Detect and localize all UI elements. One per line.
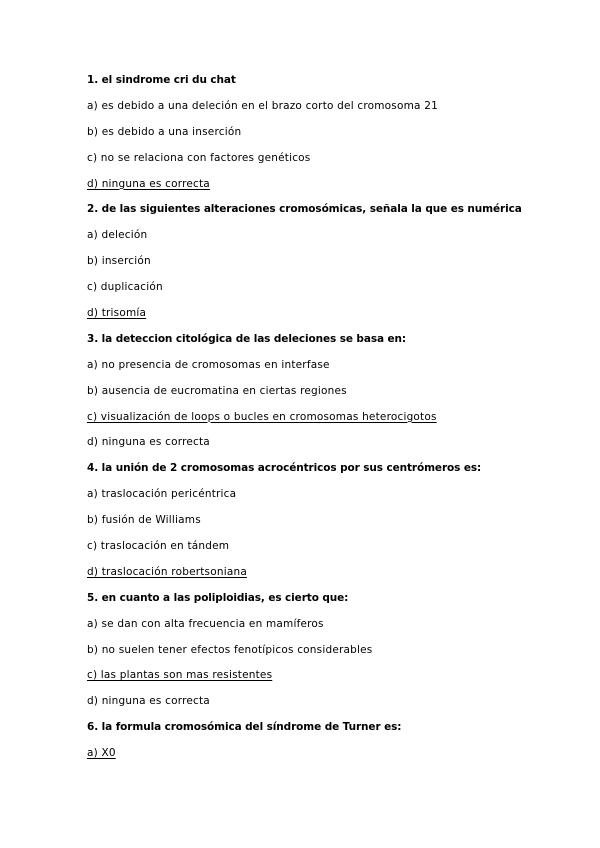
question-2-option-b: b) inserción	[87, 255, 151, 268]
question-1-option-d: d) ninguna es correcta	[87, 177, 210, 190]
question-1-option-b: b) es debido a una inserción	[87, 125, 242, 138]
question-2-option-a: a) deleción	[87, 229, 148, 242]
question-3-option-c: c) visualización de loops o bucles en cromosomas heterocigotos	[87, 410, 437, 423]
question-1-option-a: a) es debido a una deleción en el brazo corto del cromosoma 21	[87, 99, 438, 112]
question-1-option-c: c) no se relaciona con factores genéticos	[87, 151, 311, 164]
question-4-option-a: a) traslocación pericéntrica	[87, 488, 237, 501]
question-4-option-d: d) traslocación robertsoniana	[87, 565, 247, 578]
question-2: 2. de las siguientes alteraciones cromosómicas, señala la que es numérica	[87, 203, 522, 216]
question-5-option-d: d) ninguna es correcta	[87, 695, 210, 708]
question-4-option-b: b) fusión de Williams	[87, 514, 201, 527]
question-5: 5. en cuanto a las poliploidias, es cierto que:	[87, 591, 349, 604]
question-5-option-c: c) las plantas son mas resistentes	[87, 669, 273, 682]
question-3-option-d: d) ninguna es correcta	[87, 436, 210, 449]
question-4: 4. la unión de 2 cromosomas acrocéntricos por sus centrómeros es:	[87, 462, 482, 475]
question-5-option-a: a) se dan con alta frecuencia en mamíferos	[87, 617, 324, 630]
question-3: 3. la deteccion citológica de las deleciones se basa en:	[87, 332, 407, 345]
quiz-list	[87, 72, 567, 771]
question-1: 1. el sindrome cri du chat	[87, 74, 236, 86]
question-3-option-b: b) ausencia de eucromatina en ciertas regiones	[87, 384, 347, 397]
question-3-option-a: a) no presencia de cromosomas en interfase	[87, 358, 330, 371]
question-2-option-c: c) duplicación	[87, 281, 163, 294]
question-6: 6. la formula cromosómica del síndrome de Turner es:	[87, 721, 402, 734]
question-6-option-a: a) X0	[87, 747, 116, 760]
question-2-option-d: d) trisomía	[87, 307, 147, 320]
question-5-option-b: b) no suelen tener efectos fenotípicos considerables	[87, 643, 373, 656]
question-4-option-c: c) traslocación en tándem	[87, 540, 230, 553]
